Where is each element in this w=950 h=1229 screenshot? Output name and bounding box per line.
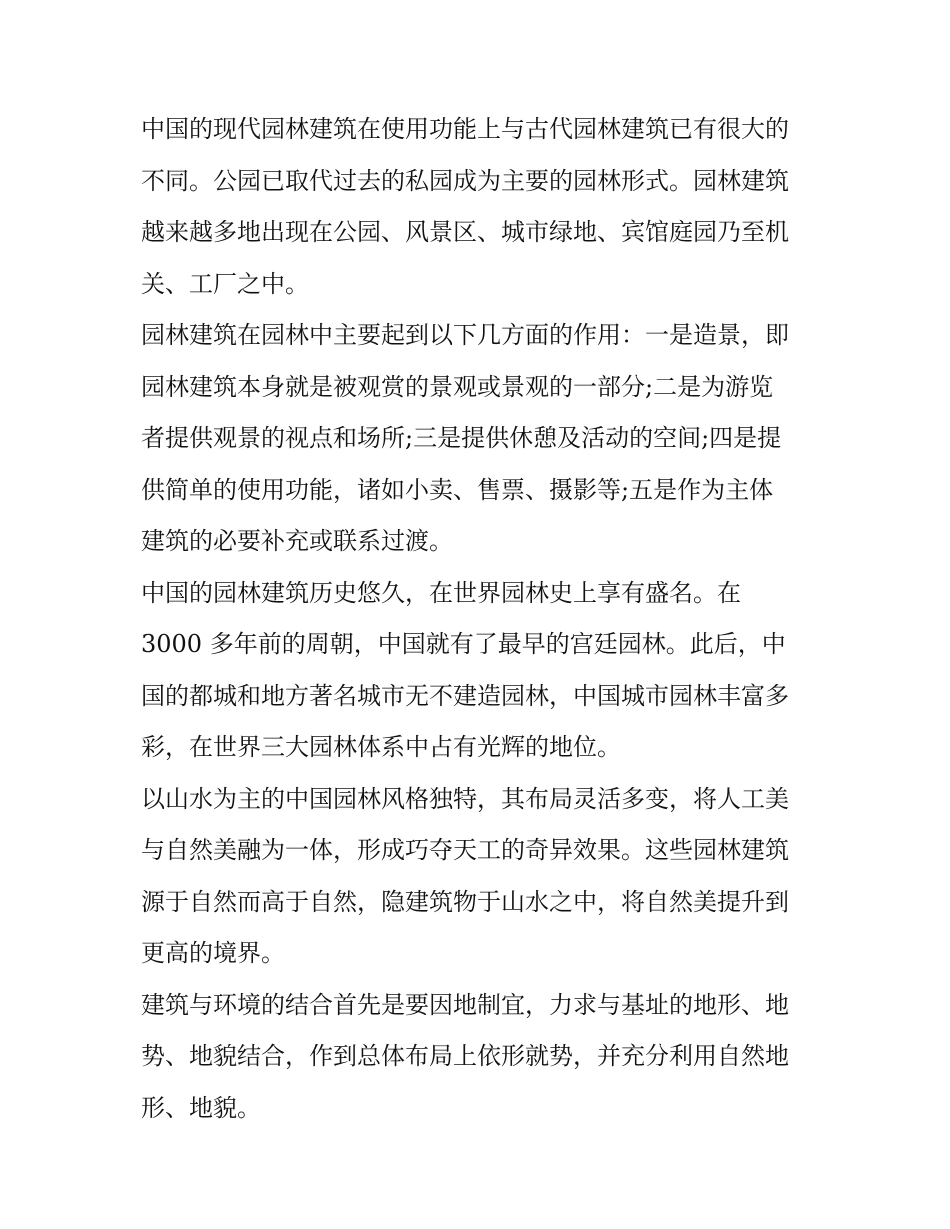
text-line: 建筑与环境的结合首先是要因地制宜，力求与基址的地形、地 [141, 990, 789, 1019]
text-line: 不同。公园已取代过去的私园成为主要的园林形式。园林建筑 [141, 166, 789, 195]
text-line: 形、地貌。 [141, 1093, 261, 1122]
text-line: 中国的现代园林建筑在使用功能上与古代园林建筑已有很大的 [141, 115, 789, 143]
paragraph-landscape-style [141, 774, 813, 980]
paragraph-modern-garden-architecture [141, 104, 813, 310]
text-line: 者提供观景的视点和场所;三是提供休憩及活动的空间;四是提 [141, 424, 782, 452]
text-line: 彩，在世界三大园林体系中占有光辉的地位。 [141, 733, 621, 761]
text-line: 园林建筑在园林中主要起到以下几方面的作用：一是造景，即 [141, 321, 789, 349]
document-body [141, 104, 813, 1134]
text-line: 建筑的必要补充或联系过渡。 [141, 527, 453, 555]
text-line: 更高的境界。 [141, 939, 285, 967]
text-line: 越来越多地出现在公园、风景区、城市绿地、宾馆庭园乃至机 [141, 218, 789, 246]
text-line: 势、地貌结合，作到总体布局上依形就势，并充分利用自然地 [141, 1042, 789, 1070]
paragraph-garden-history [141, 568, 813, 774]
paragraph-garden-building-functions [141, 310, 813, 568]
text-line: 供简单的使用功能，诸如小卖、售票、摄影等;五是作为主体 [141, 475, 774, 504]
text-line: 以山水为主的中国园林风格独特，其布局灵活多变，将人工美 [141, 784, 789, 813]
text-line: 园林建筑本身就是被观赏的景观或景观的一部分;二是为游览 [141, 372, 774, 401]
text-line: 3000 多年前的周朝，中国就有了最早的宫廷园林。此后，中 [141, 630, 786, 658]
paragraph-site-integration [141, 980, 813, 1135]
text-line: 中国的园林建筑历史悠久，在世界园林史上享有盛名。在 [141, 578, 741, 607]
text-line: 源于自然而高于自然，隐建筑物于山水之中，将自然美提升到 [141, 887, 789, 916]
text-line: 与自然美融为一体，形成巧夺天工的奇异效果。这些园林建筑 [141, 836, 789, 864]
text-line: 关、工厂之中。 [141, 269, 309, 298]
text-line: 国的都城和地方著名城市无不建造园林，中国城市园林丰富多 [141, 681, 789, 710]
